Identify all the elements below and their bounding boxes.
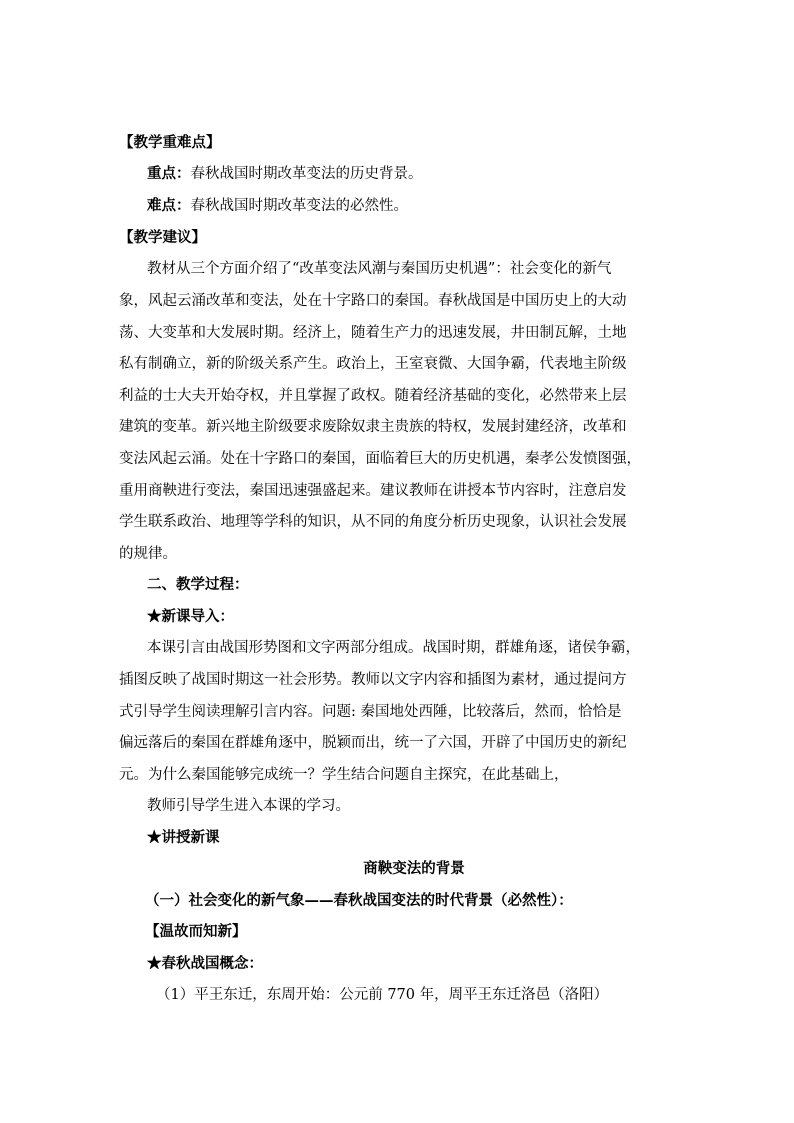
- intro-line: 元。为什么秦国能够完成统一？学生结合问题自主探究，在此基础上，: [119, 767, 569, 783]
- heading-new-lesson: ★讲授新课: [147, 829, 220, 846]
- suggestion-line: 的规律。: [119, 546, 177, 562]
- suggestion-line: 建筑的变革。新兴地主阶级要求废除奴隶主贵族的特权，发展封建经济，改革和: [119, 419, 627, 435]
- suggestion-line: 荡、大变革和大发展时期。经济上，随着生产力的迅速发展，井田制瓦解，土地: [119, 325, 627, 341]
- heading-key-points: 【教学重难点】: [119, 134, 221, 151]
- heading-intro: ★新课导入：: [147, 608, 234, 625]
- suggestion-line: 利益的士大夫开始夺权，并且掌握了政权。随着经济基础的变化，必然带来上层: [119, 388, 627, 404]
- intro-line: 插图反映了战国时期这一社会形势。教师以文字内容和插图为素材，通过提问方: [119, 672, 627, 688]
- intro-line: 本课引言由战国形势图和文字两部分组成。战国时期，群雄角逐，诸侯争霸，: [147, 640, 640, 656]
- key-point-text: 春秋战国时期改革变法的历史背景。: [190, 166, 423, 182]
- intro-line: 式引导学生阅读理解引言内容。问题: 秦国地处西陲，比较落后，然而，恰恰是: [119, 704, 622, 720]
- suggestion-line: 学生联系政治、地理等学科的知识，从不同的角度分析历史现象，认识社会发展: [119, 514, 627, 530]
- suggestion-line: 私有制确立，新的阶级关系产生。政治上，王室衰微、大国争霸，代表地主阶级: [119, 356, 627, 372]
- suggestion-line: 变法风起云涌。处在十字路口的秦国，面临着巨大的历史机遇，秦孝公发愤图强，: [119, 451, 641, 467]
- heading-process: 二、教学过程：: [147, 576, 249, 593]
- suggestion-line: 重用商鞅进行变法，秦国迅速强盛起来。建议教师在讲授本节内容时，注意启发: [119, 483, 627, 499]
- intro-line: 偏远落后的秦国在群雄角逐中，脱颖而出，统一了六国，开辟了中国历史的新纪: [119, 735, 627, 751]
- section-title: 商鞅变法的背景: [363, 860, 465, 877]
- difficult-point-label: 难点：: [147, 197, 191, 214]
- suggestion-line: 教材从三个方面介绍了“改革变法风潮与秦国历史机遇”：社会变化的新气: [147, 261, 612, 277]
- heading-concept: ★春秋战国概念：: [147, 955, 263, 972]
- subsection-one: （一）社会变化的新气象——春秋战国变法的时代背景（必然性）：: [145, 892, 573, 909]
- key-point-line: [147, 164, 679, 184]
- difficult-point-line: [147, 196, 679, 216]
- key-point-label: 重点：: [147, 165, 191, 182]
- concept-item: （1）平王东迁，东周开始：公元前 770 年，周平王东迁洛邑（洛阳）: [156, 987, 609, 1003]
- heading-review: 【温故而知新】: [145, 923, 247, 940]
- heading-suggestions: 【教学建议】: [119, 229, 206, 246]
- intro-line: 教师引导学生进入本课的学习。: [147, 798, 350, 814]
- difficult-point-text: 春秋战国时期改革变法的必然性。: [190, 198, 408, 214]
- suggestion-line: 象，风起云涌改革和变法，处在十字路口的秦国。春秋战国是中国历史上的大动: [119, 293, 627, 309]
